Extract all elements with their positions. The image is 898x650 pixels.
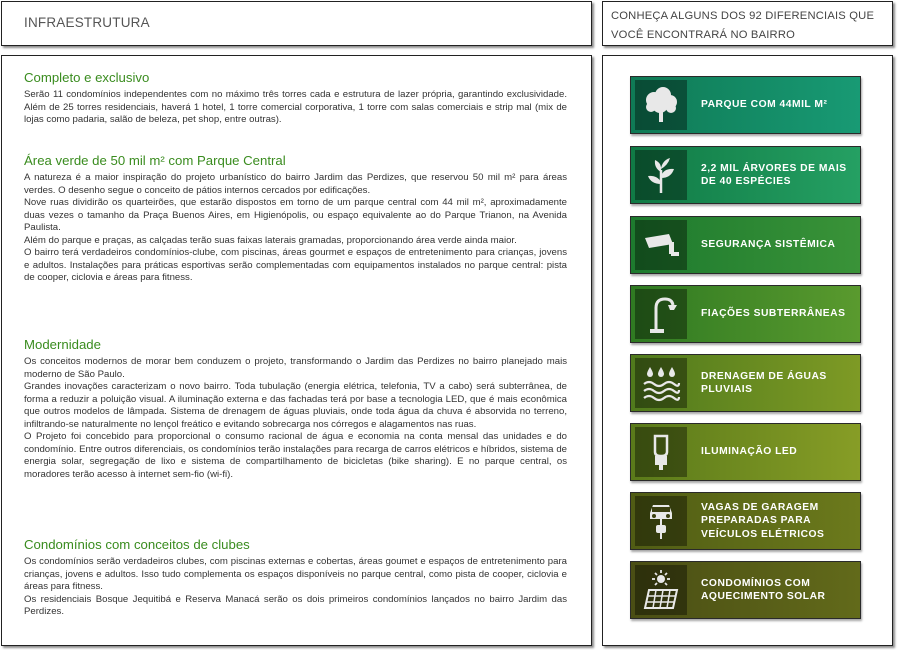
feature-label: 2,2 MIL ÁRVORES DE MAIS DE 40 ESPÉCIES (701, 162, 847, 187)
section-paragraph: Os conceitos modernos de morar bem conduzem o projeto, transformando o Jardim das Perdizes no bairro planejado mais moderno de São Paulo. (24, 356, 567, 380)
section-title: Completo e exclusivo (24, 70, 150, 85)
section-paragraph: Além do parque e praças, as calçadas terão suas faixas laterais gramadas, proporcionando área verde ainda maior. (24, 234, 517, 246)
feature-label: SEGURANÇA SISTÊMICA (701, 239, 836, 251)
section-modernity (24, 337, 567, 481)
page-title: INFRAESTRUTURA (24, 15, 150, 30)
page-header (1, 1, 592, 46)
feature-label: PARQUE COM 44MIL M² (701, 99, 828, 111)
differentials-intro: CONHEÇA ALGUNS DOS 92 DIFERENCIAIS QUE VOCÊ ENCONTRARÁ NO BAIRRO (611, 10, 875, 41)
section-paragraph: A natureza é a maior inspiração do projeto urbanístico do bairro Jardim das Perdizes, que reservou 50 mil m² para áreas verdes. O desenho segue o conceito de pátios internos cercados por edificações. (24, 172, 567, 196)
feature-label: ILUMINAÇÃO LED (701, 446, 798, 458)
feature-security (630, 216, 861, 274)
feature-label: DRENAGEM DE ÁGUAS PLUVIAIS (701, 370, 827, 395)
feature-trees (630, 146, 861, 204)
feature-park (630, 76, 861, 134)
section-paragraph: Grandes inovações caracterizam o novo bairro. Toda tubulação (energia elétrica, telefonia, TV a cabo) será subterrânea, de forma a reduzir a poluição visual. A iluminação externa e das fachadas terá por base a tecnologia LED, que é mais econômica que outros modelos de lâmpada. Sistema de drenagem de águas pluviais, onde toda água da chuva é absorvida no terreno, infiltrando-se naturalmente no lençol freático e evitando sobrecarga nos córregos e alagamentos nas ruas. (24, 381, 567, 430)
section-paragraph: Os condomínios serão verdadeiros clubes, com piscinas externas e cobertas, áreas goumet e espaços de entretenimento para crianças, jovens e adultos. Isso tudo complementa os espaços disponíveis no parque central, como pista de cooper, ciclovia e áreas para fitness. (24, 556, 567, 593)
feature-rain-drainage (630, 354, 861, 412)
led-bulb-icon (635, 427, 687, 477)
feature-label: CONDOMÍNIOS COM AQUECIMENTO SOLAR (701, 577, 826, 602)
section-paragraph: Nove ruas dividirão os quarteirões, que estarão dispostos em torno de um parque central com 44 mil m², aproximadamente duas vezes o tamanho da Praça Buenos Aires, em Higienópolis, ou espaço equivalente ao do Parque Trianon, na Avenida Paulista. (24, 197, 567, 234)
section-club-condominiums (24, 537, 567, 619)
tree-icon (635, 80, 687, 130)
section-title: Área verde de 50 mil m² com Parque Central (24, 153, 286, 168)
feature-ev-parking (630, 492, 861, 550)
features-sidebar (602, 55, 893, 646)
seedling-icon (635, 150, 687, 200)
section-green-area (24, 153, 567, 285)
feature-underground-wiring (630, 285, 861, 343)
section-paragraph: Serão 11 condomínios independentes com no máximo três torres cada e estrutura de lazer própria, garantindo exclusividade. Além de 25 torres residenciais, haverá 1 hotel, 1 torre comercial corporativa, 1 torre com salas comerciais e strip mal (mix de lojas como padaria, salão de beleza, pet shop, entre outras). (24, 89, 567, 126)
section-paragraph: O bairro terá verdadeiros condomínios-clube, com piscinas, áreas gourmet e espaços de entretenimento para crianças, jovens e adultos. Instalações para práticas esportivas serão complementadas com equipamentos instalados no parque central: pista de cooper, ciclovia e áreas para fitness. (24, 247, 567, 284)
section-paragraph: O Projeto foi concebido para proporcional o consumo racional de água e economia na conta mensal das unidades e do condomínio. Entre outros diferenciais, os condomínios terão instalações para recarga de carros elétricos e híbridos, sistema de energia solar, segregação de lixo e sistema de compartilhamento de bicicletas (bike sharing). E no parque central, os moradores terão acesso à internet sem-fio (wi-fi). (24, 431, 567, 480)
feature-led-lighting (630, 423, 861, 481)
street-lamp-icon (635, 289, 687, 339)
solar-panel-icon (635, 565, 687, 615)
section-title: Modernidade (24, 337, 101, 352)
section-complete-exclusive (24, 70, 567, 127)
security-camera-icon (635, 220, 687, 270)
feature-label: FIAÇÕES SUBTERRÂNEAS (701, 308, 846, 320)
feature-label: VAGAS DE GARAGEM PREPARADAS PARA VEÍCULOS ELÉTRICOS (701, 501, 825, 540)
water-drainage-icon (635, 358, 687, 408)
section-title: Condomínios com conceitos de clubes (24, 537, 250, 552)
differentials-header (602, 1, 893, 46)
electric-car-icon (635, 496, 687, 546)
infrastructure-content (1, 55, 592, 646)
feature-solar-heating (630, 561, 861, 619)
section-paragraph: Os residenciais Bosque Jequitibá e Reserva Manacá serão os dois primeiros condomínios lançados no bairro Jardim das Perdizes. (24, 593, 567, 618)
